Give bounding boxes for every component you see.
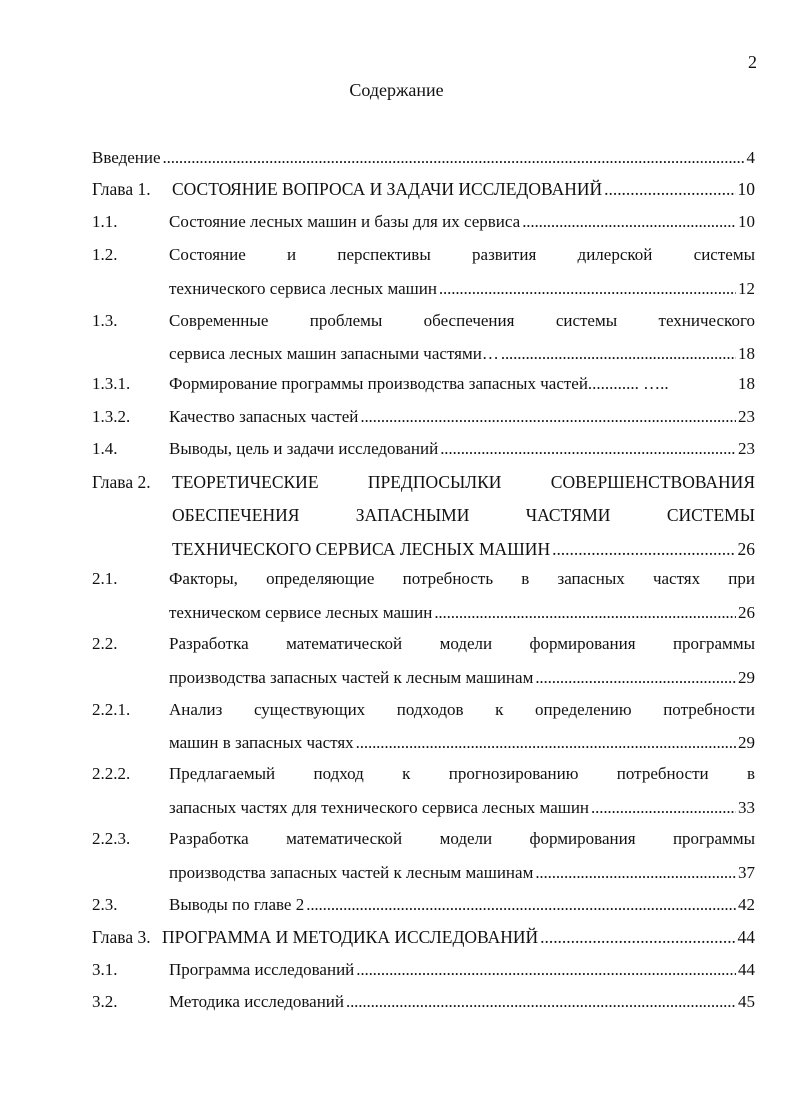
toc-page-number: 29 [738,668,755,687]
toc-entry-text: запасных частях для технического сервиса лесных машин [169,798,590,817]
dot-leader [540,920,735,954]
dot-leader [552,532,735,566]
toc-entry-text-line: Предлагаемый подход к прогнозированию потребности в [169,764,755,783]
dot-leader [535,856,736,890]
toc-entry-number: 1.4. [92,439,118,458]
toc-entry-number: 2.2.3. [92,829,131,848]
dot-leader [522,205,736,239]
toc-entry-2-2-3 [92,822,755,890]
toc-entry-1-3 [92,304,755,370]
dot-leader [434,596,736,630]
toc-entry-number: 2.2.1. [92,700,131,719]
toc-entry-text: Формирование программы производства запасных частей............ ….. [169,374,669,393]
dot-leader [591,791,736,825]
toc-page-number: 10 [737,179,755,199]
toc-entry-3-1 [92,953,755,987]
toc-entry-text-line: Разработка математической модели формирования программы [169,634,755,653]
toc-entry-text-line: Факторы, определяющие потребность в запасных частях при [169,569,755,588]
toc-page-number: 23 [738,407,755,426]
toc-page-number: 44 [737,927,755,947]
toc-entry-text-line: ТЕОРЕТИЧЕСКИЕ ПРЕДПОСЫЛКИ СОВЕРШЕНСТВОВАНИЯ [172,472,755,492]
toc-entry-number: Глава 3. [92,927,151,947]
dot-leader [356,953,736,987]
toc-entry-number: 1.3.2. [92,407,131,426]
toc-entry-number: 3.1. [92,960,118,979]
toc-entry-number: Глава 1. [92,179,151,199]
toc-entry-text-line: ОБЕСПЕЧЕНИЯ ЗАПАСНЫМИ ЧАСТЯМИ СИСТЕМЫ [172,505,755,525]
toc-entry-1-3-1 [92,367,755,401]
dot-leader [535,661,736,695]
toc-entry-number: 1.2. [92,245,118,264]
toc-page-number: 12 [738,279,755,298]
toc-entry-chapter-3 [92,920,755,954]
dot-leader [346,985,736,1019]
toc-entry-2-2-1 [92,693,755,759]
toc-entry-text-line: Разработка математической модели формирования программы [169,829,755,848]
toc-page-number: 33 [738,798,755,817]
toc-entry-text-line: Современные проблемы обеспечения системы технического [169,311,755,330]
dot-leader [604,172,735,206]
toc-page-number: 18 [738,374,755,393]
toc-entry-2-2-2 [92,757,755,825]
dot-leader [163,141,745,175]
toc-entry-intro [92,141,755,175]
toc-entry-1-1 [92,205,755,239]
toc-entry-1-3-2 [92,400,755,434]
toc-entry-chapter-1 [92,172,755,206]
toc-entry-text: Выводы, цель и задачи исследований [169,439,439,458]
toc-page-number: 45 [738,992,755,1011]
toc-page-number: 37 [738,863,755,882]
toc-entry-text-line: Анализ существующих подходов к определению потребности [169,700,755,719]
toc-entry-text: СОСТОЯНИЕ ВОПРОСА И ЗАДАЧИ ИССЛЕДОВАНИЙ [172,179,603,199]
page-title: Содержание [349,80,444,100]
toc-page-number: 23 [738,439,755,458]
toc-entry-number: 1.1. [92,212,118,231]
toc-entry-text: машин в запасных частях [169,733,354,752]
toc-page-number: 26 [738,603,755,622]
toc-entry-text: производства запасных частей к лесным машинам [169,668,534,687]
toc-entry-text: Качество запасных частей [169,407,359,426]
toc-entry-number: 2.1. [92,569,118,588]
toc-entry-number: 3.2. [92,992,118,1011]
page-number: 2 [748,52,757,72]
dot-leader [356,727,736,759]
toc-entry-3-2 [92,985,755,1019]
toc-page-number: 10 [738,212,755,231]
toc-page-number: 29 [738,733,755,752]
toc-entry-chapter-2 [92,465,755,566]
toc-entry-2-2 [92,627,755,695]
toc-entry-text: техническом сервисе лесных машин [169,603,433,622]
toc-entry-text: Введение [92,148,161,167]
toc-entry-text: сервиса лесных машин запасными частями… [169,344,499,363]
toc-entry-1-4 [92,432,755,466]
toc-entry-number: Глава 2. [92,472,151,492]
toc-entry-number: 2.2. [92,634,118,653]
dot-leader [360,400,736,434]
toc-entry-number: 2.3. [92,895,118,914]
toc-entry-2-3 [92,888,755,922]
toc-entry-text: Программа исследований [169,960,355,979]
toc-entry-number: 1.3.1. [92,374,131,393]
toc-entry-text: ТЕХНИЧЕСКОГО СЕРВИСА ЛЕСНЫХ МАШИН [172,539,551,559]
toc-page-number: 4 [746,148,755,167]
dot-leader [306,888,736,922]
toc-entry-2-1 [92,562,755,630]
toc-entry-number: 2.2.2. [92,764,131,783]
toc-entry-text: Методика исследований [169,992,344,1011]
toc-page-number: 26 [737,539,755,559]
toc-page-number: 18 [738,344,755,363]
toc-entry-text: ПРОГРАММА И МЕТОДИКА ИССЛЕДОВАНИЙ [162,927,539,947]
toc-entry-text-line: Состояние и перспективы развития дилерской системы [169,245,755,264]
toc-entry-text: Состояние лесных машин и базы для их сервиса [169,212,521,231]
toc-entry-1-2 [92,238,755,306]
toc-entry-number: 1.3. [92,311,118,330]
toc-page-number: 44 [738,960,755,979]
dot-leader [439,272,736,306]
dot-leader [501,338,736,370]
toc-page-number: 42 [738,895,755,914]
toc-entry-text: производства запасных частей к лесным машинам [169,863,534,882]
toc-entry-text: технического сервиса лесных машин [169,279,437,298]
toc-entry-text: Выводы по главе 2 [169,895,305,914]
dot-leader [440,432,736,466]
